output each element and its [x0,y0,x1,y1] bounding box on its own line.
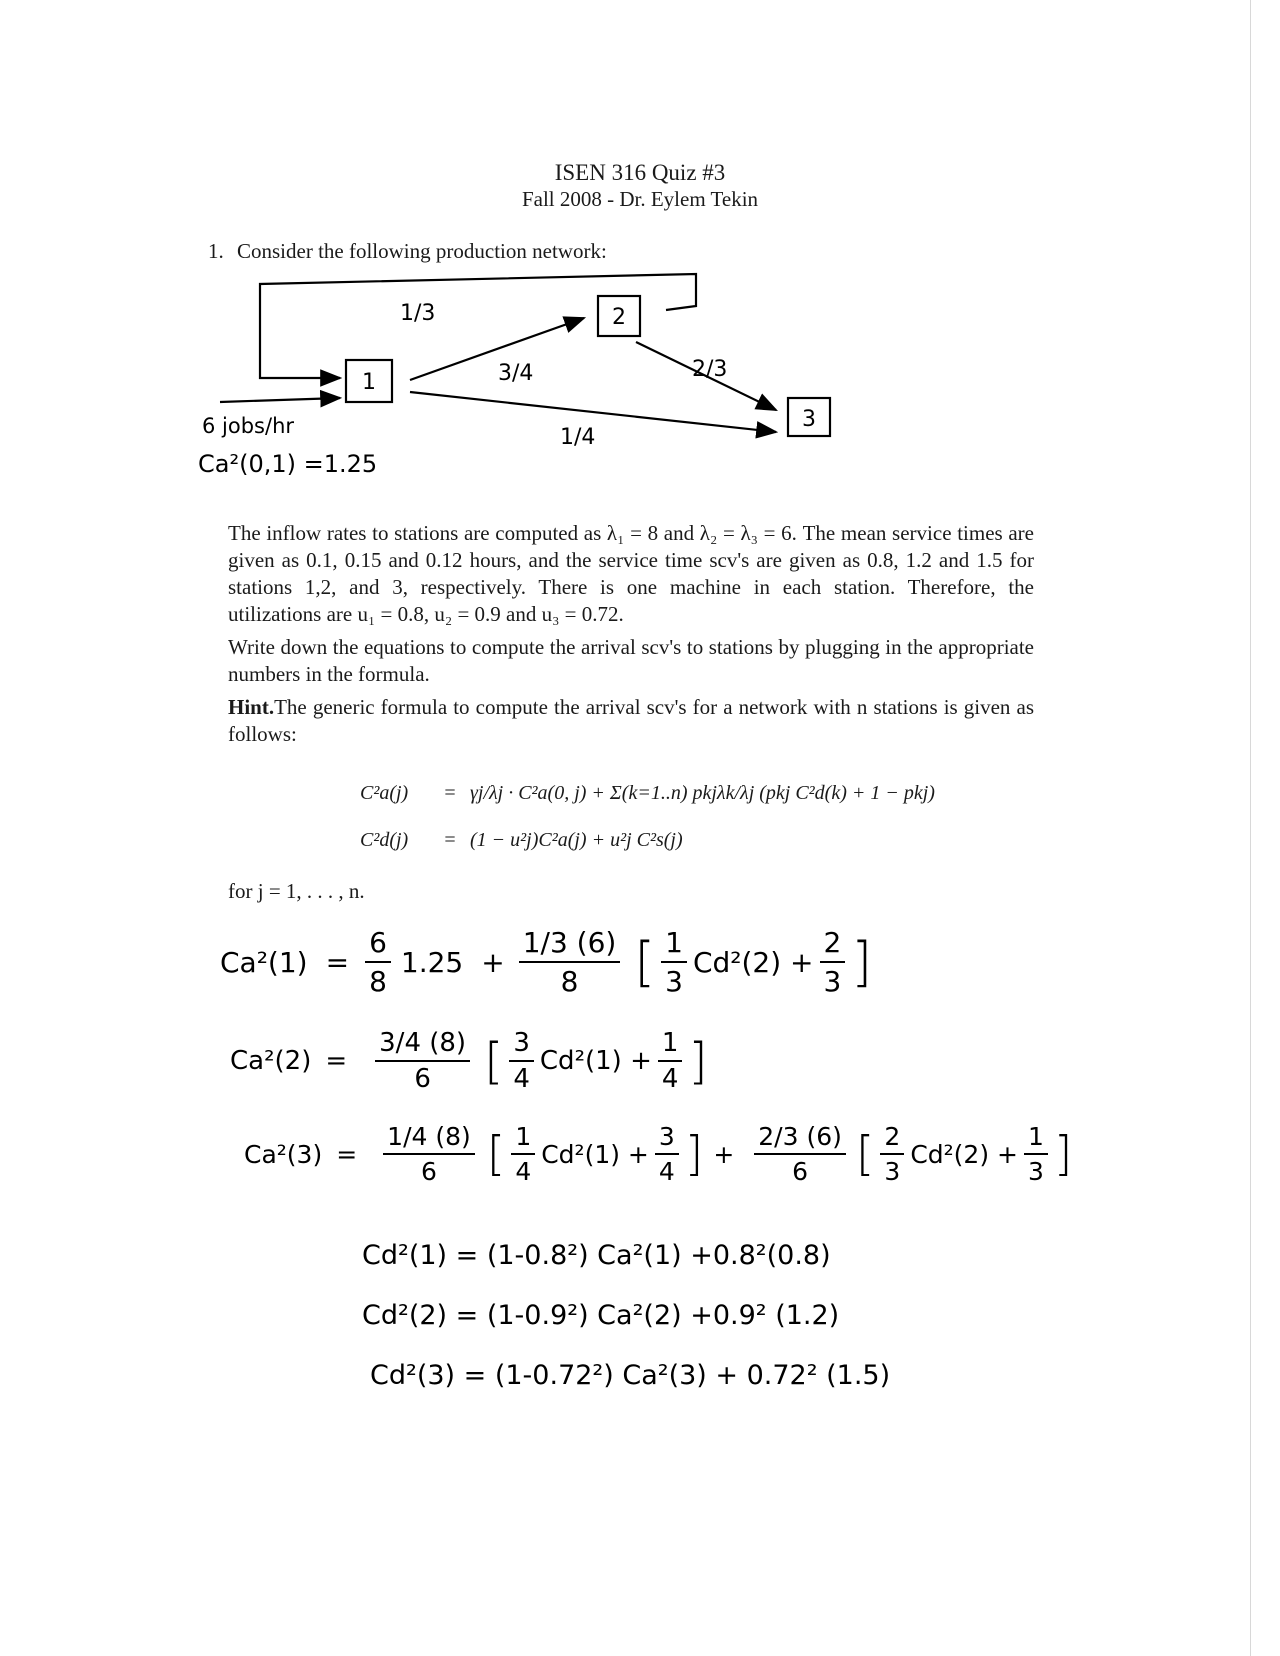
ca1-frac2: $\frac{1/3 (6)}{8}$ [519,926,621,998]
ca1-frac3: $\frac{1}{3}$ [661,926,687,998]
ca1-value: 1.25 [400,945,464,979]
ca3-bracket-open: [ [486,1126,506,1182]
ca3-frac4: $\frac{2/3 (6)}{6}$ [754,1122,846,1186]
external-arrival-rate: 6 jobs/hr [202,414,295,438]
edge-external-to-1 [220,398,340,402]
formula-line-2 [360,824,935,858]
formula-line-2-rhs: (1 − u²j)C²a(j) + u²j C²s(j) [470,829,683,852]
hint-paragraph [228,694,1034,748]
ca3-frac3: $\frac{3}{4}$ [655,1122,679,1186]
ca2-eq: = [325,1046,348,1076]
ca3-bracket2-open: [ [855,1126,875,1182]
formula-line-2-lhs: C²d(j) [360,829,409,852]
answer-ca3 [244,1122,1072,1186]
formula-line-1-lhs: C²a(j) [360,782,409,805]
formula-eq-2: = [444,829,456,852]
formula-line-1 [360,764,935,824]
station-3-label: 3 [802,407,816,432]
question-number: 1. [208,239,224,263]
formula-eq-1: = [444,782,456,805]
ca3-lhs: Ca²(3) [244,1139,323,1169]
edge-label-2-3: 2/3 [692,357,728,382]
hint-text: The generic formula to compute the arrival scv's for a network with n stations is given as follows: [228,695,1034,746]
quiz-title: ISEN 316 Quiz #3 [554,160,726,185]
ca1-bracket-open: [ [634,931,656,993]
generic-formula [360,764,935,858]
station-2-label: 2 [612,305,626,330]
given-data-paragraph: The inflow rates to stations are computed as λ₁ = 8 and λ₂ = λ₃ = 6. The mean service times are given as 0.1, 0.15 and 0.12 hours, and the service time scv's are given as 0.8, 1.2 and 1.5 for stations 1,2, and 3, respectively. There is one machine in each station. Therefore, the utilizations are u₁ = 0.8, u₂ = 0.9 and u₃ = 0.72. [228,521,1034,626]
ca3-eq: = [336,1139,358,1169]
formula-line-1-rhs: γj/λj · C²a(0, j) + Σ(k=1..n) pkjλk/λj (pkj C²d(k) + 1 − pkj) [470,782,935,805]
ca3-mid: Cd²(1) + [541,1139,649,1169]
scan-edge-line [1250,0,1251,1656]
answer-cd3: Cd²(3) = (1-0.72²) Ca²(3) + 0.72² (1.5) [370,1360,891,1391]
question-text: Consider the following production network: [237,239,607,263]
edge-1-to-2 [410,318,584,380]
ca2-frac1: $\frac{3/4 (8)}{6}$ [375,1028,470,1094]
answer-cd1: Cd²(1) = (1-0.8²) Ca²(1) +0.8²(0.8) [362,1240,831,1271]
answer-ca2 [230,1028,708,1094]
ca3-bracket-close: ] [684,1126,704,1182]
answer-cd2: Cd²(2) = (1-0.9²) Ca²(2) +0.9² (1.2) [362,1300,840,1331]
for-j-range: for j = 1, . . . , n. [228,879,365,903]
ca3-frac6: $\frac{1}{3}$ [1024,1122,1048,1186]
ca2-frac2: $\frac{3}{4}$ [509,1028,534,1094]
ca3-mid2: Cd²(2) + [910,1139,1018,1169]
edge-label-1-3: 1/4 [560,425,596,450]
ca3-plus: + [713,1139,735,1169]
edge-2-to-1 [260,274,696,378]
edge-label-2-1: 1/3 [400,301,436,326]
station-1-label: 1 [362,370,376,395]
ca2-mid: Cd²(1) + [539,1046,652,1076]
ca1-frac1: $\frac{6}{8}$ [365,926,391,998]
ca1-mid: Cd²(2) + [692,945,814,979]
ca1-bracket-close: ] [851,931,873,993]
ca1-plus: + [481,945,505,979]
ca2-frac3: $\frac{1}{4}$ [658,1028,683,1094]
ca1-eq: = [325,945,350,979]
ca3-bracket2-close: ] [1053,1126,1073,1182]
ca1-lhs: Ca²(1) [220,945,308,979]
hint-label: Hint. [228,695,275,719]
quiz-subtitle: Fall 2008 - Dr. Eylem Tekin [521,187,759,211]
ca1-frac4: $\frac{2}{3}$ [820,926,846,998]
external-arrival-scv: Ca²(0,1) =1.25 [198,450,378,478]
instructions-paragraph: Write down the equations to compute the arrival scv's to stations by plugging in the appropriate numbers in the formula. [228,635,1034,686]
ca3-frac2: $\frac{1}{4}$ [511,1122,535,1186]
ca2-bracket-close: ] [688,1032,708,1090]
ca3-frac5: $\frac{2}{3}$ [880,1122,904,1186]
question-prompt [208,238,607,265]
ca2-bracket-open: [ [484,1032,504,1090]
edge-label-1-2: 3/4 [498,361,534,386]
ca2-lhs: Ca²(2) [230,1046,312,1076]
answer-ca1 [220,926,872,998]
ca3-frac1: $\frac{1/4 (8)}{6}$ [383,1122,475,1186]
